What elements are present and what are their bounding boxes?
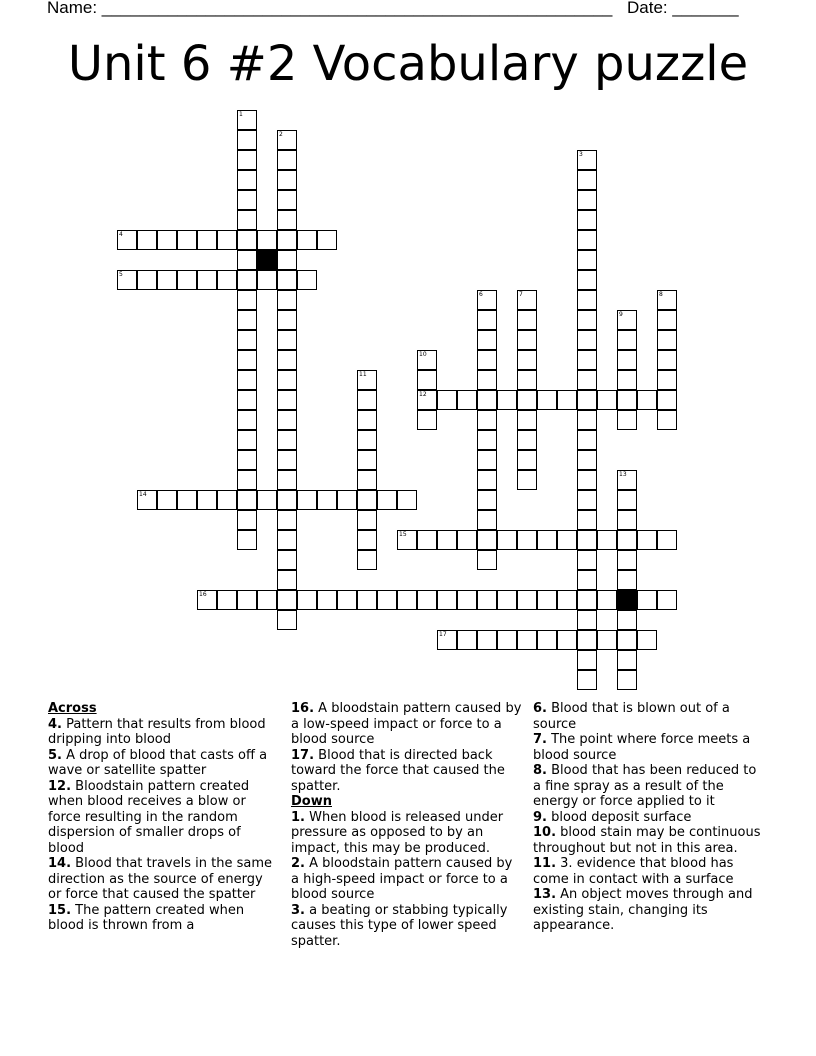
crossword-cell[interactable] (417, 410, 437, 430)
crossword-cell[interactable] (577, 330, 597, 350)
crossword-cell[interactable] (657, 310, 677, 330)
crossword-cell[interactable] (577, 150, 597, 170)
clue-item-text: blood stain may be continuous throughout but not in this area. (533, 825, 761, 856)
crossword-cell[interactable] (617, 390, 637, 410)
crossword-cell[interactable] (237, 410, 257, 430)
clue-item-number: 8. (533, 763, 547, 778)
clue-item (291, 856, 523, 903)
crossword-cell[interactable] (237, 170, 257, 190)
clue-item-text: Blood that is blown out of a source (533, 701, 730, 732)
clue-column-1 (48, 701, 280, 934)
crossword-cell[interactable] (297, 230, 317, 250)
crossword-cell[interactable] (617, 370, 637, 390)
crossword-cell[interactable] (477, 430, 497, 450)
crossword-cell[interactable] (577, 210, 597, 230)
crossword-cell[interactable] (397, 490, 417, 510)
crossword-cell[interactable] (197, 590, 217, 610)
clue-number: 1 (239, 111, 243, 118)
crossword-cell[interactable] (277, 390, 297, 410)
across-clue-list-continued (291, 701, 523, 794)
clue-item-text: Blood that travels in the same direction as the source of energy or force that caused the spatter (48, 856, 272, 902)
crossword-cell[interactable] (317, 230, 337, 250)
crossword-cell[interactable] (277, 610, 297, 630)
crossword-cell[interactable] (517, 590, 537, 610)
crossword-cell[interactable] (537, 630, 557, 650)
crossword-cell[interactable] (577, 410, 597, 430)
crossword-cell[interactable] (497, 630, 517, 650)
crossword-cell[interactable] (617, 330, 637, 350)
crossword-cell[interactable] (617, 610, 637, 630)
across-clue-list (48, 717, 280, 934)
crossword-cell[interactable] (557, 590, 577, 610)
crossword-cell[interactable] (237, 230, 257, 250)
crossword-cell[interactable] (617, 490, 637, 510)
clue-item-text: 3. evidence that blood has come in contact with a surface (533, 856, 734, 887)
crossword-cell[interactable] (577, 490, 597, 510)
clue-item-text: Blood that is directed back toward the force that caused the spatter. (291, 747, 505, 794)
crossword-cell[interactable] (617, 670, 637, 690)
clue-number: 9 (619, 311, 623, 318)
clue-item-text: When blood is released under pressure as opposed to by an impact, this may be produced. (291, 809, 504, 856)
crossword-cell[interactable] (477, 370, 497, 390)
crossword-cell[interactable] (157, 490, 177, 510)
clue-item (533, 763, 765, 810)
crossword-cell[interactable] (277, 490, 297, 510)
crossword-cell[interactable] (277, 130, 297, 150)
clue-number: 4 (119, 231, 123, 238)
crossword-cell[interactable] (237, 130, 257, 150)
crossword-cell[interactable] (537, 390, 557, 410)
crossword-cell[interactable] (537, 530, 557, 550)
crossword-cell[interactable] (577, 510, 597, 530)
clue-item-text: Bloodstain pattern created when blood receives a blow or force resulting in the random dispersion of smaller drops of blood (48, 778, 250, 856)
crossword-cell[interactable] (237, 590, 257, 610)
crossword-cell[interactable] (237, 370, 257, 390)
crossword-cell[interactable] (277, 430, 297, 450)
clue-item-number: 1. (291, 809, 305, 825)
crossword-cell[interactable] (277, 370, 297, 390)
crossword-cell[interactable] (217, 490, 237, 510)
crossword-cell[interactable] (477, 510, 497, 530)
crossword-cell[interactable] (497, 530, 517, 550)
crossword-cell[interactable] (457, 630, 477, 650)
clue-item-number: 13. (533, 887, 557, 902)
crossword-cell[interactable] (277, 470, 297, 490)
crossword-cell[interactable] (637, 630, 657, 650)
crossword-cell[interactable] (517, 530, 537, 550)
clue-item (533, 887, 765, 934)
clue-item-number: 15. (48, 902, 72, 918)
crossword-cell[interactable] (517, 330, 537, 350)
crossword-cell[interactable] (617, 470, 637, 490)
crossword-cell[interactable] (277, 410, 297, 430)
crossword-cell[interactable] (157, 270, 177, 290)
crossword-cell[interactable] (577, 430, 597, 450)
crossword-cell[interactable] (477, 590, 497, 610)
crossword-cell[interactable] (217, 590, 237, 610)
crossword-cell[interactable] (577, 670, 597, 690)
crossword-cell[interactable] (517, 290, 537, 310)
crossword-cell[interactable] (557, 390, 577, 410)
crossword-cell[interactable] (397, 530, 417, 550)
clue-item-text: A bloodstain pattern caused by a high-speed impact or force to a blood source (291, 856, 513, 902)
crossword-cell[interactable] (277, 150, 297, 170)
crossword-cell[interactable] (297, 490, 317, 510)
crossword-cell[interactable] (417, 590, 437, 610)
crossword-cell[interactable] (617, 570, 637, 590)
crossword-cell[interactable] (617, 510, 637, 530)
black-cell (257, 250, 277, 270)
crossword-cell[interactable] (597, 590, 617, 610)
crossword-cell[interactable] (497, 590, 517, 610)
date-line: Date: _______ (627, 0, 739, 17)
crossword-cell[interactable] (237, 190, 257, 210)
crossword-cell[interactable] (277, 570, 297, 590)
crossword-cell[interactable] (177, 490, 197, 510)
crossword-cell[interactable] (277, 210, 297, 230)
crossword-cell[interactable] (237, 350, 257, 370)
crossword-cell[interactable] (577, 190, 597, 210)
crossword-cell[interactable] (477, 410, 497, 430)
clue-item (48, 856, 280, 903)
crossword-cell[interactable] (357, 370, 377, 390)
crossword-cell[interactable] (657, 350, 677, 370)
clue-item-number: 4. (48, 716, 62, 732)
crossword-cell[interactable] (577, 530, 597, 550)
crossword-cell[interactable] (477, 470, 497, 490)
clue-item (48, 903, 280, 934)
crossword-cell[interactable] (277, 270, 297, 290)
clue-item-text: blood deposit surface (546, 809, 692, 825)
clue-item (48, 779, 280, 857)
crossword-cell[interactable] (237, 270, 257, 290)
crossword-cell[interactable] (577, 310, 597, 330)
crossword-cell[interactable] (517, 370, 537, 390)
crossword-cell[interactable] (237, 250, 257, 270)
clue-item (533, 810, 765, 826)
clue-item-text: The pattern created when blood is thrown from a (48, 902, 245, 933)
crossword-cell[interactable] (577, 250, 597, 270)
crossword-cell[interactable] (617, 530, 637, 550)
crossword-cell[interactable] (197, 230, 217, 250)
crossword-cell[interactable] (277, 170, 297, 190)
crossword-cell[interactable] (577, 570, 597, 590)
crossword-cell[interactable] (217, 230, 237, 250)
crossword-cell[interactable] (137, 230, 157, 250)
crossword-cell[interactable] (357, 470, 377, 490)
crossword-cell[interactable] (617, 310, 637, 330)
clue-number: 17 (439, 631, 447, 638)
clue-number: 12 (419, 391, 427, 398)
crossword-cell[interactable] (657, 410, 677, 430)
clue-number: 7 (519, 291, 523, 298)
clue-item-text: Blood that has been reduced to a fine spray as a result of the energy or force applied to it (533, 763, 757, 809)
crossword-cell[interactable] (577, 650, 597, 670)
crossword-cell[interactable] (177, 270, 197, 290)
clue-number: 8 (659, 291, 663, 298)
crossword-cell[interactable] (477, 290, 497, 310)
crossword-cell[interactable] (657, 290, 677, 310)
crossword-cell[interactable] (637, 590, 657, 610)
crossword-cell[interactable] (217, 270, 237, 290)
crossword-cell[interactable] (517, 470, 537, 490)
clue-item-number: 14. (48, 856, 72, 871)
clue-item-text: A drop of blood that casts off a wave or satellite spatter (48, 747, 268, 778)
crossword-cell[interactable] (577, 470, 597, 490)
crossword-cell[interactable] (237, 450, 257, 470)
crossword-cell[interactable] (657, 390, 677, 410)
crossword-cell[interactable] (477, 450, 497, 470)
crossword-cell[interactable] (577, 170, 597, 190)
clue-item-number: 9. (533, 809, 547, 825)
crossword-cell[interactable] (137, 270, 157, 290)
clue-item (48, 717, 280, 748)
crossword-cell[interactable] (457, 590, 477, 610)
crossword-cell[interactable] (477, 350, 497, 370)
clue-item (533, 856, 765, 887)
crossword-cell[interactable] (577, 370, 597, 390)
clue-number: 6 (479, 291, 483, 298)
crossword-cell[interactable] (117, 230, 137, 250)
clue-number: 5 (119, 271, 123, 278)
crossword-cell[interactable] (517, 450, 537, 470)
crossword-cell[interactable] (557, 630, 577, 650)
clue-item (291, 903, 523, 950)
crossword-cell[interactable] (557, 530, 577, 550)
crossword-cell[interactable] (277, 230, 297, 250)
crossword-cell[interactable] (597, 630, 617, 650)
crossword-cell[interactable] (377, 590, 397, 610)
clue-item (48, 748, 280, 779)
crossword-cell[interactable] (617, 550, 637, 570)
crossword-cell[interactable] (257, 590, 277, 610)
crossword-cell[interactable] (277, 450, 297, 470)
crossword-cell[interactable] (297, 270, 317, 290)
crossword-cell[interactable] (277, 350, 297, 370)
crossword-cell[interactable] (357, 450, 377, 470)
crossword-cell[interactable] (477, 630, 497, 650)
crossword-cell[interactable] (537, 590, 557, 610)
crossword-cell[interactable] (517, 430, 537, 450)
crossword-cell[interactable] (577, 610, 597, 630)
clue-number: 11 (359, 371, 367, 378)
crossword-cell[interactable] (357, 390, 377, 410)
crossword-cell[interactable] (477, 490, 497, 510)
clue-item-number: 2. (291, 856, 305, 871)
crossword-cell[interactable] (297, 590, 317, 610)
clue-item-number: 5. (48, 747, 62, 763)
crossword-cell[interactable] (597, 530, 617, 550)
clue-item-text: An object moves through and existing stain, changing its appearance. (533, 887, 753, 933)
crossword-cell[interactable] (237, 510, 257, 530)
clue-item (291, 701, 523, 748)
clue-item (291, 748, 523, 795)
crossword-cell[interactable] (317, 590, 337, 610)
crossword-cell[interactable] (577, 230, 597, 250)
clue-number: 13 (619, 471, 627, 478)
crossword-cell[interactable] (617, 350, 637, 370)
crossword-cell[interactable] (657, 530, 677, 550)
clue-item-text: a beating or stabbing typically causes this type of lower speed spatter. (291, 902, 508, 949)
clue-number: 14 (139, 491, 147, 498)
clue-number: 3 (579, 151, 583, 158)
crossword-cell[interactable] (577, 550, 597, 570)
clue-item-number: 3. (291, 902, 305, 918)
crossword-cell[interactable] (457, 530, 477, 550)
crossword-cell[interactable] (357, 550, 377, 570)
crossword-cell[interactable] (357, 590, 377, 610)
crossword-cell[interactable] (577, 590, 597, 610)
crossword-cell[interactable] (237, 530, 257, 550)
crossword-cell[interactable] (197, 490, 217, 510)
crossword-cell[interactable] (277, 550, 297, 570)
crossword-cell[interactable] (417, 370, 437, 390)
crossword-cell[interactable] (137, 490, 157, 510)
crossword-cell[interactable] (237, 330, 257, 350)
crossword-cell[interactable] (517, 410, 537, 430)
crossword-cell[interactable] (497, 390, 517, 410)
crossword-cell[interactable] (337, 590, 357, 610)
clue-item-number: 10. (533, 825, 557, 840)
clue-column-3 (533, 701, 765, 934)
crossword-cell[interactable] (637, 390, 657, 410)
crossword-cell[interactable] (477, 310, 497, 330)
crossword-cell[interactable] (617, 650, 637, 670)
crossword-cell[interactable] (357, 430, 377, 450)
clue-item-number: 7. (533, 732, 547, 747)
down-clue-list-continued (533, 701, 765, 934)
crossword-cell[interactable] (577, 390, 597, 410)
black-cell (617, 590, 637, 610)
crossword-cell[interactable] (517, 630, 537, 650)
crossword-cell[interactable] (237, 390, 257, 410)
crossword-cell[interactable] (277, 590, 297, 610)
crossword-cell[interactable] (517, 390, 537, 410)
across-heading: Across (48, 701, 97, 716)
down-clue-list (291, 810, 523, 950)
crossword-cell[interactable] (257, 490, 277, 510)
crossword-cell[interactable] (237, 430, 257, 450)
clue-item (533, 701, 765, 732)
crossword-cell[interactable] (577, 290, 597, 310)
crossword-cell[interactable] (237, 290, 257, 310)
crossword-cell[interactable] (437, 390, 457, 410)
clue-number: 10 (419, 351, 427, 358)
crossword-cell[interactable] (357, 410, 377, 430)
crossword-cell[interactable] (117, 270, 137, 290)
clue-number: 2 (279, 131, 283, 138)
clue-item-number: 6. (533, 701, 547, 716)
crossword-cell[interactable] (477, 330, 497, 350)
crossword-cell[interactable] (437, 590, 457, 610)
crossword-cell[interactable] (417, 530, 437, 550)
crossword-cell[interactable] (277, 250, 297, 270)
crossword-cell[interactable] (617, 410, 637, 430)
clue-item-number: 17. (291, 747, 315, 763)
clue-item-text: Pattern that results from blood dripping into blood (48, 716, 266, 747)
clue-item (533, 825, 765, 856)
crossword-cell[interactable] (357, 530, 377, 550)
crossword-cell[interactable] (637, 530, 657, 550)
crossword-cell[interactable] (657, 370, 677, 390)
crossword-cell[interactable] (517, 310, 537, 330)
crossword-cell[interactable] (277, 330, 297, 350)
crossword-cell[interactable] (237, 310, 257, 330)
crossword-cell[interactable] (417, 390, 437, 410)
crossword-cell[interactable] (657, 590, 677, 610)
clue-item-number: 11. (533, 856, 557, 871)
clue-column-2 (291, 701, 523, 949)
crossword-cell[interactable] (177, 230, 197, 250)
crossword-cell[interactable] (437, 630, 457, 650)
crossword-cell[interactable] (437, 530, 457, 550)
crossword-cell[interactable] (237, 490, 257, 510)
crossword-cell[interactable] (417, 350, 437, 370)
crossword-cell[interactable] (577, 350, 597, 370)
crossword-cell[interactable] (577, 630, 597, 650)
crossword-cell[interactable] (257, 230, 277, 250)
clue-number: 15 (399, 531, 407, 538)
crossword-cell[interactable] (597, 390, 617, 410)
crossword-cell[interactable] (277, 290, 297, 310)
crossword-cell[interactable] (397, 590, 417, 610)
crossword-cell[interactable] (237, 110, 257, 130)
clue-item-text: The point where force meets a blood source (533, 732, 751, 763)
crossword-cell[interactable] (197, 270, 217, 290)
crossword-cell[interactable] (157, 230, 177, 250)
crossword-cell[interactable] (357, 510, 377, 530)
crossword-cell[interactable] (377, 490, 397, 510)
crossword-cell[interactable] (477, 550, 497, 570)
clue-item (291, 810, 523, 857)
crossword-cell[interactable] (277, 510, 297, 530)
crossword-cell[interactable] (657, 330, 677, 350)
crossword-cell[interactable] (277, 530, 297, 550)
crossword-cell[interactable] (577, 270, 597, 290)
crossword-cell[interactable] (337, 490, 357, 510)
crossword-cell[interactable] (457, 390, 477, 410)
crossword-cell[interactable] (237, 150, 257, 170)
down-heading: Down (291, 794, 332, 809)
crossword-cell[interactable] (277, 310, 297, 330)
crossword-cell[interactable] (577, 450, 597, 470)
crossword-cell[interactable] (237, 210, 257, 230)
name-line: Name: ______________________________________________________ (47, 0, 613, 17)
clue-item-number: 16. (291, 701, 315, 716)
crossword-cell[interactable] (257, 270, 277, 290)
crossword-cell[interactable] (317, 490, 337, 510)
crossword-cell[interactable] (237, 470, 257, 490)
clue-item (533, 732, 765, 763)
clue-number: 16 (199, 591, 207, 598)
page-title: Unit 6 #2 Vocabulary puzzle (67, 36, 749, 92)
crossword-cell[interactable] (477, 390, 497, 410)
clue-item-text: A bloodstain pattern caused by a low-speed impact or force to a blood source (291, 701, 522, 747)
crossword-cell[interactable] (477, 530, 497, 550)
crossword-cell[interactable] (517, 350, 537, 370)
crossword-cell[interactable] (277, 190, 297, 210)
clue-item-number: 12. (48, 778, 72, 794)
crossword-cell[interactable] (357, 490, 377, 510)
crossword-cell[interactable] (617, 630, 637, 650)
